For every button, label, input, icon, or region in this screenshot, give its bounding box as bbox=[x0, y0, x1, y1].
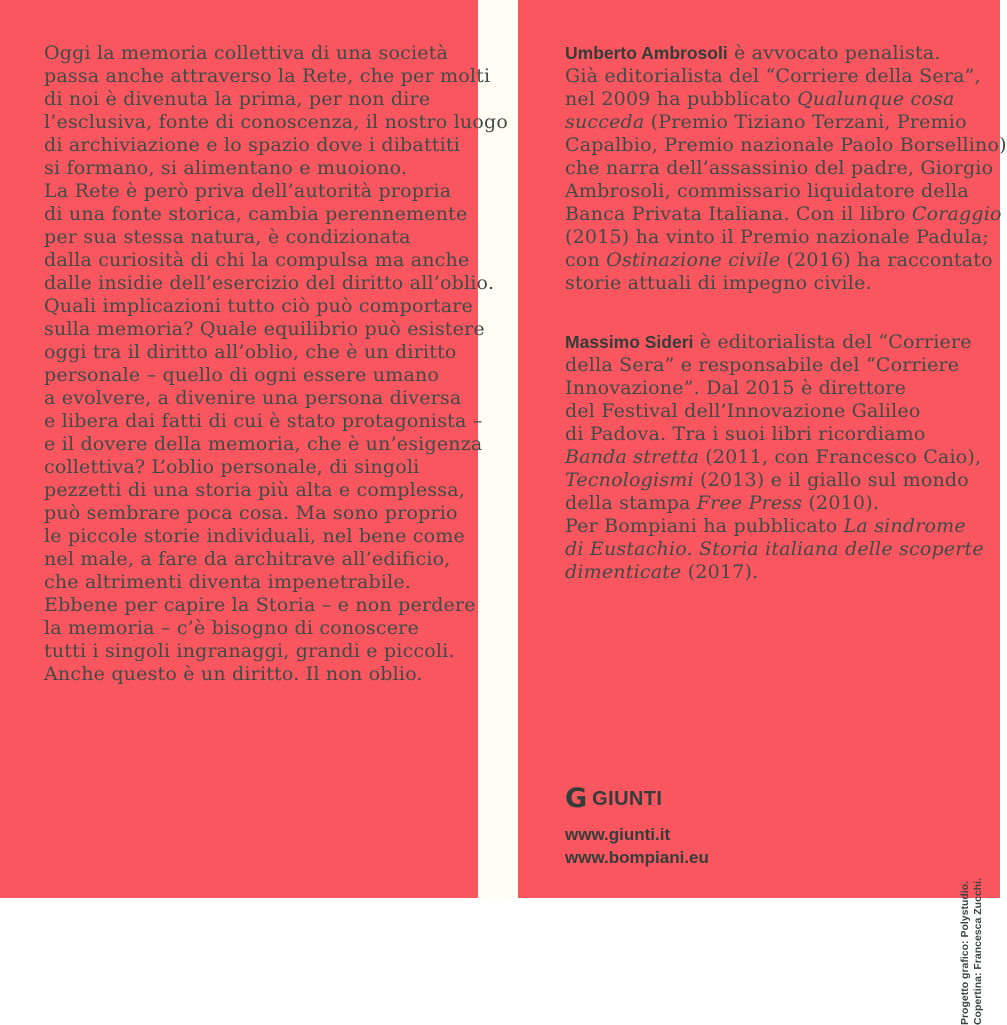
bompiani-url: www.bompiani.eu bbox=[565, 848, 709, 867]
author-bio-ambrosoli: Umberto Ambrosoli è avvocato penalista. Già editorialista del “Corriere della Sera”, nel 2009 ha pubblicato Qualunque cosa succeda (Premio Tiziano Terzani, Premio Capalbio, Premio nazionale Paolo Borsellino) che narra dell’assassinio del padre, Giorgio Ambrosoli, commissario liquidatore della Banca Privata Italiana. Con il libro Coraggio (2015) ha vinto il Premio nazionale Padula; con Ostinazione civile (2016) ha raccontato storie attuali di impegno civile. bbox=[565, 42, 1007, 294]
flap-description-text: Oggi la memoria collettiva di una società passa anche attraverso la Rete, che per molti di noi è divenuta la prima, per non dire l’esclusiva, fonte di conoscenza, il nostro luogo di archiviazione e lo spazio dove i dibattiti si formano, si alimentano e muoiono. La Rete è però priva dell’autorità propria di una fonte storica, cambia perennemente per sua stessa natura, è condizionata dalla curiosità di chi la compulsa ma anche dalle insidie dell’esercizio del diritto all’oblio. Quali implicazioni tutto ciò può comportare sulla memoria? Quale equilibrio può esistere oggi tra il diritto all’oblio, che è un diritto personale – quello di ogni essere umano a evolvere, a divenire una persona diversa e libera dai fatti di cui è stato protagonista – e il dovere della memoria, che è un’esigenza collettiva? L’oblio personale, di singoli pezzetti di una storia più alta e complessa, può sembrare poca cosa. Ma sono proprio le piccole storie individuali, nel bene come nel male, a fare da architrave all’edificio, che altrimenti diventa impenetrabile. Ebbene per capire la Storia – e non perdere la memoria – c’è bisogno di conoscere tutti i singoli ingranaggi, grandi e piccoli. Anche questo è un diritto. Il non oblio. bbox=[44, 42, 508, 685]
credit-design: Progetto grafico: Polystudio. bbox=[959, 880, 971, 1025]
right-flap-panel bbox=[518, 0, 1007, 1025]
author-bio-sideri: Massimo Sideri è editorialista del “Corriere della Sera” e responsabile del “Corriere Innovazione”. Dal 2015 è direttore del Festival dell’Innovazione Galileo di Padova. Tra i suoi libri ricordiamo Banda stretta (2011, con Francesco Caio), Tecnologismi (2013) e il giallo sul mondo della stampa Free Press (2010). Per Bompiani ha pubblicato La sindrome di Eustachio. Storia italiana delle scoperte dimenticate (2017). bbox=[565, 331, 984, 583]
credits-vertical-text bbox=[959, 878, 984, 1025]
left-flap-panel bbox=[0, 0, 508, 898]
publisher-urls bbox=[565, 823, 709, 869]
publisher-block bbox=[565, 783, 709, 869]
giunti-url: www.giunti.it bbox=[565, 825, 671, 844]
giunti-logo-text: GIUNTI bbox=[592, 787, 663, 810]
giunti-logo bbox=[565, 783, 709, 814]
credit-cover: Copertina: Francesca Zucchi. bbox=[971, 878, 984, 1025]
giunti-logo-g-icon: G bbox=[565, 783, 588, 814]
